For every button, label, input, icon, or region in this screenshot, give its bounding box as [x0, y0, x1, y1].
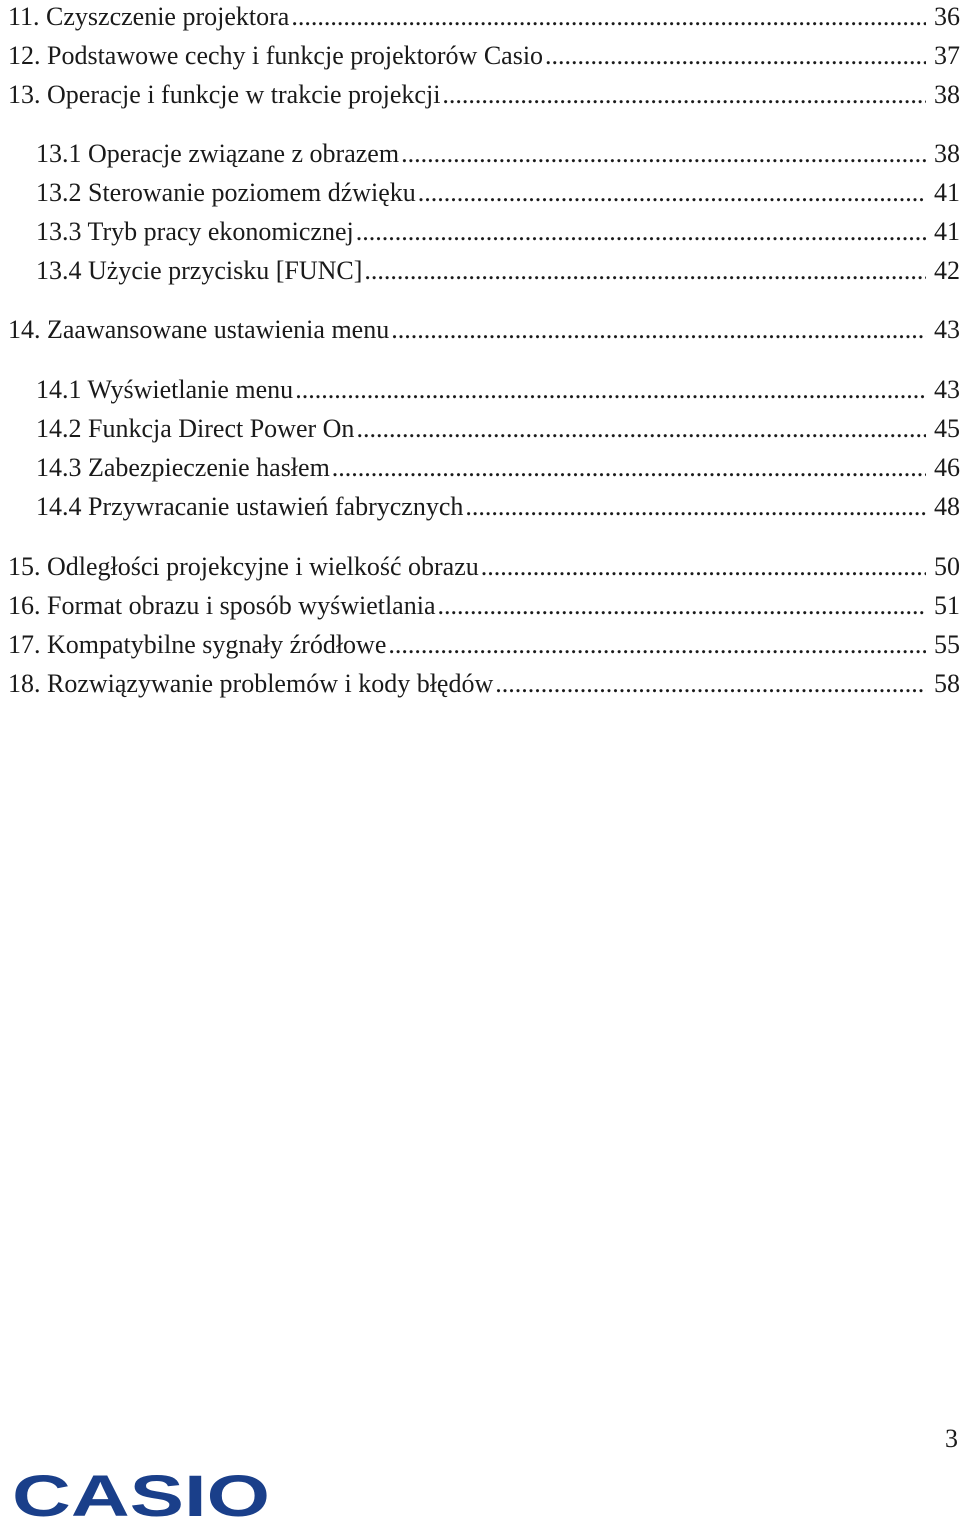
- toc-entry-title: 15. Odległości projekcyjne i wielkość obrazu: [8, 552, 479, 581]
- toc-entry[interactable]: [36, 373, 960, 407]
- toc-dot-leader: [545, 39, 926, 73]
- toc-dot-leader: [388, 628, 926, 662]
- toc-entry[interactable]: [8, 78, 960, 112]
- toc-entry[interactable]: [8, 39, 960, 73]
- toc-dot-leader: [442, 78, 926, 112]
- toc-entry[interactable]: [36, 254, 960, 288]
- toc-entry-title: 14.4 Przywracanie ustawień fabrycznych: [36, 492, 464, 521]
- toc-entry[interactable]: [8, 313, 960, 347]
- toc-entry-page: 41: [934, 178, 960, 207]
- toc-dot-leader: [401, 137, 926, 171]
- toc-entry-page: 58: [934, 669, 960, 698]
- toc-entry-title: 13.4 Użycie przycisku [FUNC]: [36, 256, 363, 285]
- toc-entry[interactable]: [36, 215, 960, 249]
- toc-dot-leader: [465, 490, 926, 524]
- toc-entry[interactable]: [36, 176, 960, 210]
- toc-entry-page: 50: [934, 552, 960, 581]
- toc-entry-title: 14.1 Wyświetlanie menu: [36, 375, 294, 404]
- toc-entry[interactable]: [8, 0, 960, 34]
- toc-entry[interactable]: [36, 412, 960, 446]
- toc-dot-leader: [356, 215, 926, 249]
- toc-entry[interactable]: [36, 137, 960, 171]
- toc-dot-leader: [391, 313, 926, 347]
- toc-entry-page: 51: [934, 591, 960, 620]
- toc-entry-page: 48: [934, 492, 960, 521]
- toc-entry-page: 55: [934, 630, 960, 659]
- toc-entry-title: 13.3 Tryb pracy ekonomicznej: [36, 217, 354, 246]
- toc-entry-page: 45: [934, 414, 960, 443]
- toc-entry-page: 43: [934, 375, 960, 404]
- toc-entry-title: 12. Podstawowe cechy i funkcje projektorów Casio: [8, 41, 544, 70]
- toc-entry-title: 13.2 Sterowanie poziomem dźwięku: [36, 178, 416, 207]
- toc-entry-title: 14.2 Funkcja Direct Power On: [36, 414, 355, 443]
- toc-entry-page: 38: [934, 139, 960, 168]
- toc-entry-title: 14.3 Zabezpieczenie hasłem: [36, 453, 330, 482]
- toc-entry-page: 46: [934, 453, 960, 482]
- casio-logo-text: CASIO: [12, 1466, 270, 1522]
- toc-dot-leader: [364, 254, 926, 288]
- toc-entry[interactable]: [36, 451, 960, 485]
- toc-entry-page: 37: [934, 41, 960, 70]
- toc-entry[interactable]: [8, 589, 960, 623]
- toc-entry[interactable]: [36, 490, 960, 524]
- toc-dot-leader: [438, 589, 927, 623]
- toc-entry[interactable]: [8, 628, 960, 662]
- casio-logo: [10, 1466, 274, 1522]
- toc-entry-title: 13.1 Operacje związane z obrazem: [36, 139, 400, 168]
- toc-dot-leader: [291, 0, 926, 34]
- toc-entry-page: 41: [934, 217, 960, 246]
- toc-entry-page: 36: [934, 2, 960, 31]
- toc-entry-title: 14. Zaawansowane ustawienia menu: [8, 315, 390, 344]
- toc-entry[interactable]: [8, 667, 960, 701]
- toc-entry-title: 18. Rozwiązywanie problemów i kody błędów: [8, 669, 494, 698]
- toc-dot-leader: [495, 667, 926, 701]
- toc-entry-title: 11. Czyszczenie projektora: [8, 2, 290, 31]
- toc-entry[interactable]: [8, 550, 960, 584]
- toc-dot-leader: [332, 451, 926, 485]
- toc-entry-page: 42: [934, 256, 960, 285]
- toc-dot-leader: [295, 373, 926, 407]
- toc-dot-leader: [356, 412, 926, 446]
- toc-entry-page: 38: [934, 80, 960, 109]
- toc-entry-title: 16. Format obrazu i sposób wyświetlania: [8, 591, 436, 620]
- toc-dot-leader: [418, 176, 926, 210]
- toc-dot-leader: [481, 550, 926, 584]
- toc-entry-title: 17. Kompatybilne sygnały źródłowe: [8, 630, 387, 659]
- toc-entry-page: 43: [934, 315, 960, 344]
- toc-entry-title: 13. Operacje i funkcje w trakcie projekcji: [8, 80, 441, 109]
- page-number: 3: [945, 1424, 958, 1453]
